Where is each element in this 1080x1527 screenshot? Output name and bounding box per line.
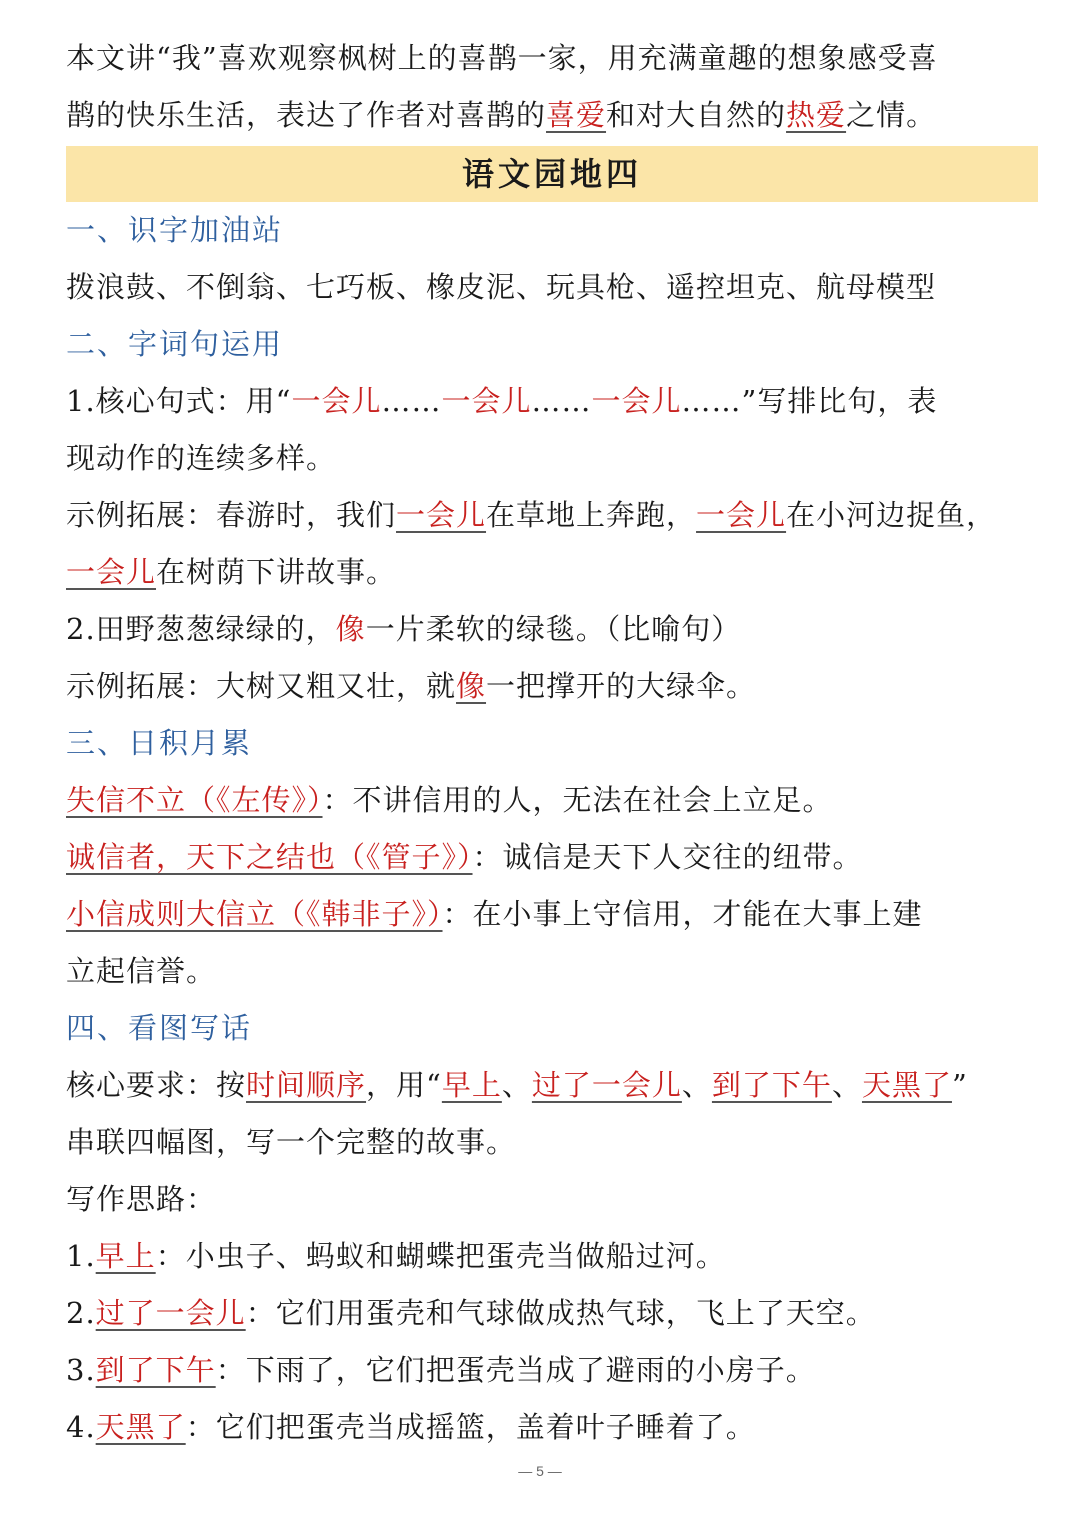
step-text: ：它们把蛋壳当成摇篮，盖着叶子睡着了。 (185, 1410, 756, 1444)
text: ” (951, 1068, 968, 1102)
highlight: 早上 (441, 1068, 502, 1102)
highlight: 一会儿 (291, 384, 382, 418)
text: …… (531, 384, 592, 418)
proverb-3 (66, 886, 1038, 943)
step-text: ：下雨了，它们把蛋壳当成了避雨的小房子。 (215, 1353, 816, 1387)
step-text: ：它们用蛋壳和气球做成热气球，飞上了天空。 (245, 1296, 876, 1330)
highlight: 一会儿 (591, 384, 682, 418)
highlight: 到了下午 (711, 1068, 832, 1102)
text: 、 (831, 1068, 862, 1102)
step-time: 过了一会儿 (95, 1296, 246, 1330)
text: 一把撑开的大绿伞。 (486, 669, 757, 703)
point-1-line-2: 现动作的连续多样。 (66, 441, 337, 475)
text: ……”写排比句，表 (681, 384, 938, 418)
step-time: 早上 (95, 1239, 156, 1273)
text: 1.核心句式：用“ (66, 384, 292, 418)
section-heading-1: 一、识字加油站 (66, 213, 284, 247)
text: 一片柔软的绿毯。（比喻句） (365, 612, 742, 646)
highlight: 一会儿 (696, 498, 787, 532)
proverb-meaning: ：不讲信用的人，无法在社会上立足。 (322, 783, 833, 817)
idea-label: 写作思路： (66, 1182, 217, 1216)
example-1-line-2 (66, 544, 1038, 601)
highlight: 像 (335, 612, 366, 646)
highlight: 时间顺序 (246, 1068, 367, 1102)
section-heading-3: 三、日积月累 (66, 726, 253, 760)
step-3 (66, 1342, 1038, 1399)
proverb-meaning: ：诚信是天下人交往的纽带。 (472, 840, 863, 874)
requirement-line-1 (66, 1057, 1038, 1114)
step-time: 天黑了 (95, 1410, 186, 1444)
proverb-meaning: ：在小事上守信用，才能在大事上建 (442, 897, 923, 931)
highlight: 天黑了 (861, 1068, 952, 1102)
highlight-passion: 热爱 (786, 98, 847, 132)
word-list: 拨浪鼓、不倒翁、七巧板、橡皮泥、玩具枪、遥控坦克、航母模型 (66, 270, 937, 304)
section-banner-title: 语文园地四 (66, 146, 1038, 202)
example-1-line-1 (66, 487, 1038, 544)
text: 2.田野葱葱绿绿的， (66, 612, 336, 646)
section-heading-4: 四、看图写话 (66, 1011, 253, 1045)
proverb-3-line-2: 立起信誉。 (66, 954, 217, 988)
proverb-phrase: 失信不立（《左传》） (66, 783, 323, 817)
step-time: 到了下午 (95, 1353, 216, 1387)
intro-text: 鹊的快乐生活，表达了作者对喜鹊的 (66, 98, 547, 132)
step-number: 4. (66, 1410, 96, 1444)
intro-line-2 (66, 87, 1038, 144)
step-2 (66, 1285, 1038, 1342)
highlight: 一会儿 (66, 555, 157, 589)
intro-text: 之情。 (846, 98, 937, 132)
text: 在树荫下讲故事。 (156, 555, 397, 589)
step-number: 2. (66, 1296, 96, 1330)
highlight: 过了一会儿 (531, 1068, 682, 1102)
highlight: 一会儿 (396, 498, 487, 532)
text: 示例拓展：大树又粗又壮，就 (66, 669, 457, 703)
highlight-love: 喜爱 (546, 98, 607, 132)
text: 在小河边捉鱼， (786, 498, 997, 532)
text: 、 (501, 1068, 532, 1102)
text: 示例拓展：春游时，我们 (66, 498, 397, 532)
text: 核心要求：按 (66, 1068, 247, 1102)
requirement-line-2: 串联四幅图，写一个完整的故事。 (66, 1125, 517, 1159)
text: 、 (681, 1068, 712, 1102)
proverb-2 (66, 829, 1038, 886)
proverb-phrase: 诚信者，天下之结也（《管子》） (66, 840, 473, 874)
point-2 (66, 601, 1038, 658)
text: 在草地上奔跑， (486, 498, 697, 532)
section-heading-2: 二、字词句运用 (66, 327, 284, 361)
page-number: — 5 — (518, 1463, 562, 1479)
example-2 (66, 658, 1038, 715)
point-1-line-1 (66, 373, 1038, 430)
step-4 (66, 1399, 1038, 1456)
highlight: 像 (456, 669, 487, 703)
text: ，用“ (366, 1068, 442, 1102)
proverb-phrase: 小信成则大信立（《韩非子》） (66, 897, 443, 931)
step-number: 3. (66, 1353, 96, 1387)
step-text: ：小虫子、蚂蚁和蝴蝶把蛋壳当做船过河。 (155, 1239, 726, 1273)
proverb-1 (66, 772, 1038, 829)
step-number: 1. (66, 1239, 96, 1273)
highlight: 一会儿 (441, 384, 532, 418)
document-page (66, 30, 1038, 1456)
intro-line-1 (66, 30, 1038, 87)
intro-text: 和对大自然的 (606, 98, 787, 132)
intro-text: 本文讲“我”喜欢观察枫树上的喜鹊一家，用充满童趣的想象感受喜 (66, 41, 938, 75)
step-1 (66, 1228, 1038, 1285)
text: …… (381, 384, 442, 418)
